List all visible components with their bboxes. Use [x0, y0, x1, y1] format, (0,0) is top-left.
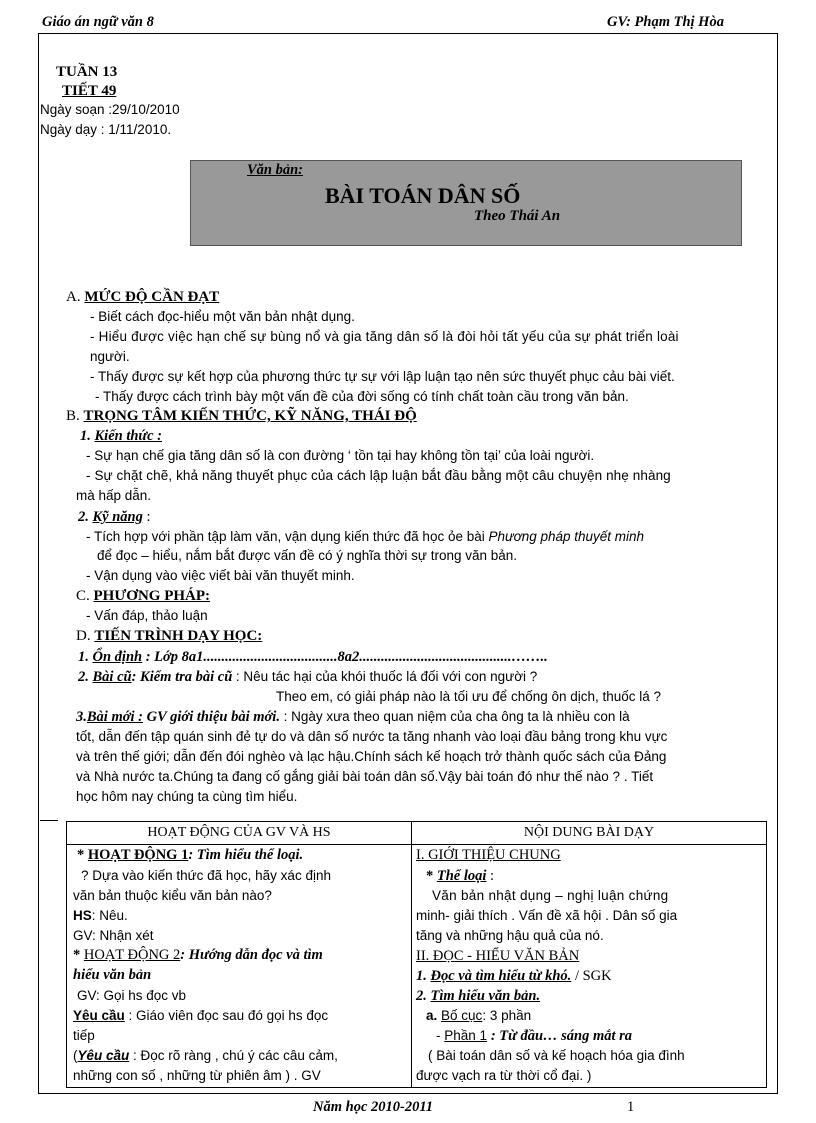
activity-1-star: *	[77, 847, 85, 863]
step-3-line-4: và Nhà nước ta.Chúng ta đang cố gắng giải bài toán dân số.Vậy bài toán đó như thế nào ? . Tiết	[76, 769, 654, 784]
section-a-heading	[66, 289, 219, 306]
step-1-num: 1.	[78, 649, 89, 665]
requirement-1	[73, 1008, 328, 1023]
reading-step-1-title: Đọc và tìm hiểu từ khó.	[430, 968, 572, 984]
skills-title: Kỹ năng	[92, 509, 143, 525]
text-label: Văn bản:	[247, 162, 304, 178]
requirement-1-cont: tiếp	[73, 1028, 95, 1043]
genre-heading	[426, 868, 494, 885]
lesson-table	[66, 821, 767, 1088]
genre-line-3: tăng và những hậu quả của nó.	[416, 928, 604, 943]
requirement-2-text: : Đọc rõ ràng , chú ý các câu cảm,	[133, 1048, 338, 1063]
col-activities-header: HOẠT ĐỘNG CỦA GV VÀ HS	[67, 822, 412, 845]
structure-label: Bố cục	[441, 1008, 483, 1023]
section-a-item-4: - Thấy được cách trình bày một vấn đề của đời sống có tính chất toàn cầu trong văn bản.	[95, 389, 629, 404]
step-2	[78, 669, 537, 686]
part-1-range: : Từ đầu… sáng mắt ra	[490, 1028, 633, 1044]
genre-line-2: minh- giải thích . Vấn đề xã hội . Dân số gia	[416, 908, 678, 923]
step-3-line-2: tốt, dẫn đến tập quán sinh đẻ tự do và dân số nước ta tăng nhanh vào loại đầu bảng trong khu vực	[76, 729, 668, 744]
knowledge-title: Kiến thức :	[94, 428, 162, 444]
col-content-header: NỘI DUNG BÀI DẠY	[412, 822, 767, 845]
footer-school-year: Năm học 2010-2011	[313, 1099, 434, 1115]
question-line-1: ? Dựa vào kiến thức đã học, hãy xác định	[81, 868, 331, 883]
content-cell	[412, 845, 767, 1088]
content-section-1-heading: I. GIỚI THIỆU CHUNG	[416, 847, 561, 863]
skills-item-2: - Vận dụng vào việc viết bài văn thuyết minh.	[86, 568, 355, 583]
step-2-question-1: : Nêu tác hại của khói thuốc lá đối với con người ?	[235, 669, 538, 684]
section-a-prefix: A.	[66, 289, 81, 305]
section-a-title: MỨC ĐỘ CẦN ĐẠT	[84, 289, 220, 305]
skills-item-1-text: - Tích hợp với phần tập làm văn, vận dụng kiến thức đã học ỏe bài	[86, 529, 485, 544]
activity-2-title: : Hướng dẫn đọc và tìm	[180, 947, 323, 963]
reading-step-2	[416, 988, 540, 1005]
date-prepared: Ngày soạn :29/10/2010	[40, 102, 180, 117]
knowledge-num: 1.	[80, 428, 91, 444]
activity-2-heading	[73, 947, 323, 964]
step-3-line-1: : Ngày xưa theo quan niệm của cha ông ta là nhiều con là	[283, 709, 630, 724]
reading-step-2-num: 2.	[416, 988, 427, 1004]
knowledge-item-1: - Sự hạn chế gia tăng dân số là con đường ‘ tồn tại hay không tồn tại’ của loài người.	[86, 448, 595, 463]
activities-cell	[67, 845, 412, 1088]
requirement-2-label: Yêu cầu	[77, 1048, 130, 1063]
genre-colon: :	[490, 868, 495, 884]
activity-2-title-cont: hiểu văn bản	[73, 967, 152, 983]
section-c-heading	[76, 588, 210, 605]
section-b-prefix: B.	[66, 408, 80, 424]
header-subject: Giáo án ngữ văn 8	[42, 14, 154, 30]
part-1-dash: -	[436, 1028, 441, 1043]
activity-1-title: : Tìm hiểu thể loại.	[188, 847, 304, 863]
skills-heading	[78, 509, 151, 526]
genre-label: Thể loại	[436, 868, 487, 884]
section-c-title: PHƯƠNG PHÁP:	[93, 588, 211, 604]
section-a-item-3: - Thấy được sự kết hợp của phương thức tự sự với lập luận tạo nên sức thuyết phục cảu bài viết.	[90, 369, 675, 384]
requirement-2	[73, 1048, 338, 1063]
step-3-line-3: và trên thế giới; dẫn đến đói nghèo và lạc hậu.Chính sách kế hoạch trở thành quốc sách của Đảng	[76, 749, 667, 764]
date-taught: Ngày dạy : 1/11/2010.	[40, 122, 172, 137]
step-2-question-2: Theo em, có giải pháp nào là tối ưu để chống ôn dịch, thuốc lá ?	[276, 689, 662, 704]
skills-item-1-cont: để đọc – hiểu, nắm bắt được vấn đề có ý nghĩa thời sự trong văn bản.	[97, 548, 518, 563]
hs-line	[73, 908, 128, 923]
section-c-item: - Vấn đáp, thảo luận	[86, 608, 208, 623]
gv-line: GV: Nhận xét	[73, 928, 154, 943]
skills-item-1-title: Phương pháp thuyết minh	[488, 529, 645, 544]
week-label: TUẦN 13	[56, 64, 118, 80]
section-c-prefix: C.	[76, 588, 90, 604]
requirement-1-label: Yêu cầu	[73, 1008, 125, 1023]
footer-rule	[38, 1093, 778, 1094]
reading-step-1-ref: / SGK	[574, 968, 612, 984]
step-2-num: 2.	[78, 669, 89, 685]
activity-1-heading	[77, 847, 303, 864]
part-1-line	[436, 1028, 632, 1045]
text-author: Theo Thái An	[474, 208, 561, 224]
step-3-label: Bài mới :	[86, 709, 143, 725]
step-2-bold: : Kiểm tra bài cũ	[131, 669, 233, 685]
skills-colon: :	[146, 509, 151, 525]
reading-step-1	[416, 968, 612, 985]
reading-step-1-num: 1.	[416, 968, 427, 984]
hs-text: : Nêu.	[91, 908, 128, 923]
part-1-label: Phần 1	[444, 1028, 488, 1043]
requirement-2-cont: những con số , những từ phiên âm ) . GV	[73, 1068, 321, 1083]
title-box	[190, 160, 742, 246]
structure-num: a.	[426, 1008, 438, 1023]
question-line-2: văn bản thuộc kiểu văn bản nào?	[73, 888, 272, 903]
section-a-item-1: - Biết cách đọc-hiểu một văn bản nhật dụng.	[90, 309, 355, 324]
structure-line	[426, 1008, 531, 1023]
section-b-heading	[66, 408, 417, 425]
header-teacher: GV: Phạm Thị Hòa	[607, 14, 724, 30]
section-d-prefix: D.	[76, 628, 91, 644]
period-label: TIẾT 49	[62, 83, 117, 99]
section-b-title: TRỌNG TÂM KIẾN THỨC, KỸ NĂNG, THÁI ĐỘ	[83, 408, 417, 424]
step-3-num: 3.	[76, 709, 87, 725]
reading-step-2-title: Tìm hiểu văn bản.	[430, 988, 541, 1004]
margin-mark	[40, 820, 58, 821]
step-3-line-5: học hôm nay chúng ta cùng tìm hiểu.	[76, 789, 298, 804]
part-1-desc-2: được vạch ra từ thời cổ đại. )	[416, 1068, 592, 1083]
section-d-title: TIẾN TRÌNH DẠY HỌC:	[94, 628, 263, 644]
requirement-1-text: : Giáo viên đọc sau đó gọi hs đọc	[128, 1008, 329, 1023]
knowledge-item-2-cont: mà hấp dẫn.	[76, 488, 152, 503]
part-1-desc-1: ( Bài toán dân số và kế hoạch hóa gia đình	[428, 1048, 685, 1063]
header-rule	[38, 33, 778, 34]
requirement-2-open: (	[73, 1048, 78, 1063]
genre-line-1: Văn bản nhật dụng – nghị luận chứng	[432, 888, 669, 903]
content-section-2-heading: II. ĐỌC - HIỂU VĂN BẢN	[416, 948, 580, 964]
activity-1-label: HOẠT ĐỘNG 1	[87, 847, 189, 863]
gv-read-line: GV: Gọi hs đọc vb	[77, 988, 187, 1003]
knowledge-heading	[80, 428, 162, 445]
structure-count: : 3 phần	[482, 1008, 532, 1023]
frame-right	[777, 33, 778, 1093]
genre-star: *	[426, 868, 434, 884]
step-1	[78, 649, 548, 666]
activity-2-star: *	[73, 947, 81, 963]
section-d-heading	[76, 628, 262, 645]
frame-left	[38, 33, 39, 1093]
skills-item-1	[86, 529, 644, 544]
step-1-classes: : Lớp 8a1.....................................8a2..........................................……..	[145, 649, 548, 665]
text-title: BÀI TOÁN DÂN SỐ	[325, 183, 521, 208]
knowledge-item-2: - Sự chặt chẽ, khả năng thuyết phục của cách lập luận bắt đầu bằng một câu chuyện nhẹ nhàng	[86, 468, 671, 483]
step-2-label: Bài cũ	[92, 669, 132, 685]
step-3	[76, 709, 630, 726]
section-a-item-2: - Hiểu được việc hạn chế sự bùng nổ và gia tăng dân số là đòi hỏi tất yếu của sự phát triển loài	[90, 329, 679, 344]
skills-num: 2.	[78, 509, 89, 525]
step-1-label: Ổn định	[92, 649, 143, 665]
section-a-item-2-cont: người.	[90, 349, 130, 364]
hs-label: HS	[73, 908, 92, 923]
page-number: 1	[627, 1099, 635, 1115]
step-3-bold: GV giới thiệu bài mới.	[146, 709, 280, 725]
activity-2-label: HOẠT ĐỘNG 2	[83, 947, 181, 963]
